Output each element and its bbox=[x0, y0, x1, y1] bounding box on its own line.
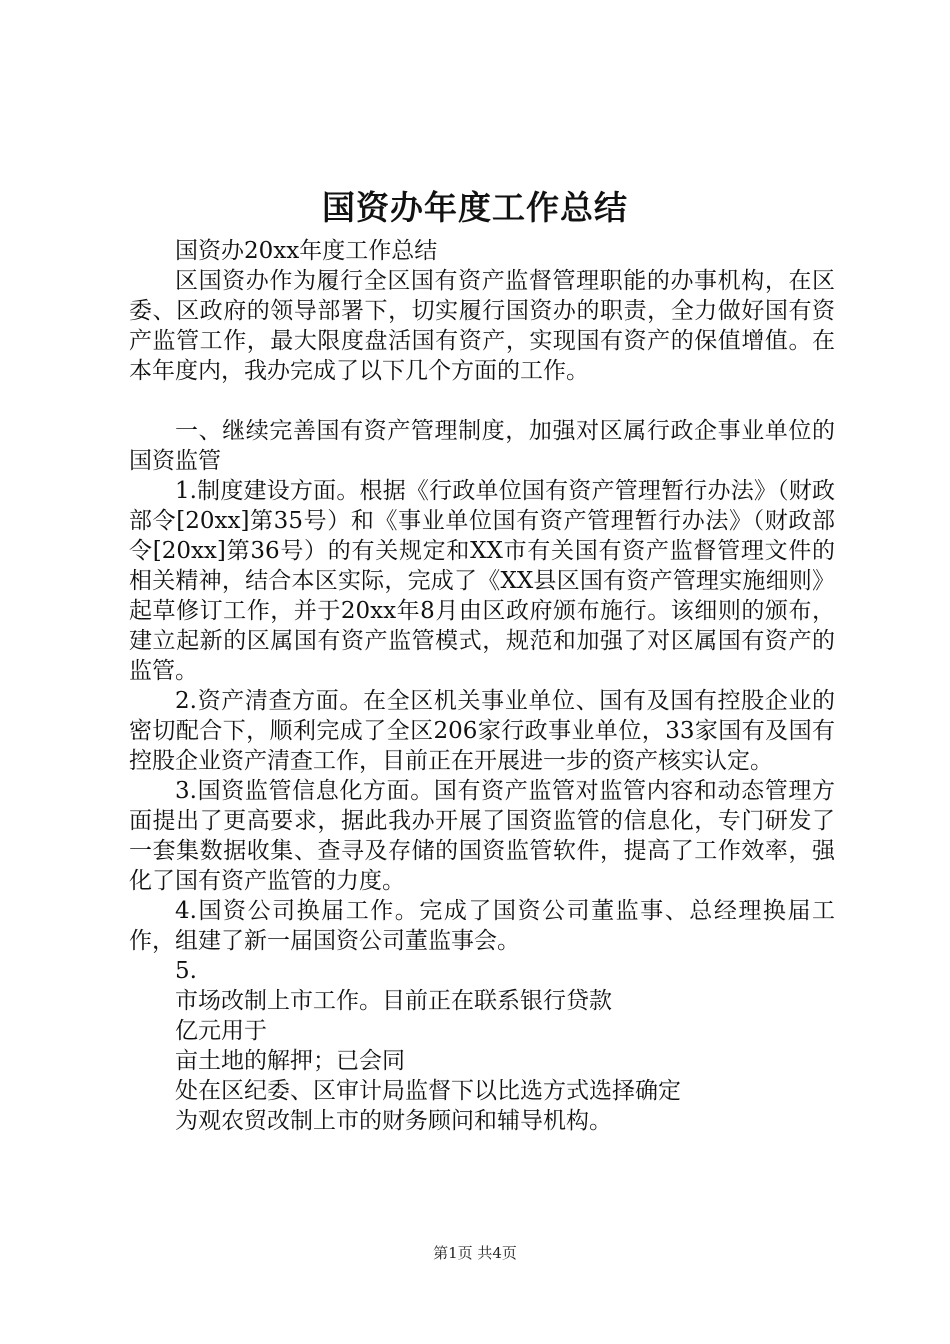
subtitle-paragraph: 国资办20xx年度工作总结 bbox=[175, 238, 438, 264]
item-1-paragraph: 1.制度建设方面。根据《行政单位国有资产管理暂行办法》（财政部令[20xx]第35号）和《事业单位国有资产管理暂行办法》（财政部令[20xx]第36号）的有关规定和XX市有关国有资产监督管理文件的相关精神，结合本区实际，完成了《XX县区国有资产管理实施细则》起草修订工作，并于20xx年8月由区政府颁布施行。该细则的颁布，建立起新的区属国有资产监管模式，规范和加强了对区属国有资产的监管。 bbox=[129, 478, 835, 684]
item-3-paragraph: 3.国资监管信息化方面。国有资产监管对监管内容和动态管理方面提出了更高要求，据此我办开展了国资监管的信息化，专门研发了一套集数据收集、查寻及存储的国资监管软件，提高了工作效率，强化了国有资产监管的力度。 bbox=[129, 778, 835, 894]
document-title: 国资办年度工作总结 bbox=[322, 188, 628, 227]
item-5-line: 亿元用于 bbox=[175, 1018, 267, 1044]
item-5-line: 亩土地的解押；已会同 bbox=[175, 1048, 405, 1074]
item-5-line: 5. bbox=[175, 958, 197, 984]
item-5-line: 市场改制上市工作。目前正在联系银行贷款 bbox=[175, 988, 612, 1014]
item-5-line: 为观农贸改制上市的财务顾问和辅导机构。 bbox=[175, 1108, 612, 1134]
section-heading: 一、继续完善国有资产管理制度，加强对区属行政企事业单位的国资监管 bbox=[129, 418, 835, 474]
page-footer: 第1页 共4页 bbox=[433, 1244, 517, 1262]
item-2-paragraph: 2.资产清查方面。在全区机关事业单位、国有及国有控股企业的密切配合下，顺利完成了全区206家行政事业单位，33家国有及国有控股企业资产清查工作，目前正在开展进一步的资产核实认定。 bbox=[129, 688, 835, 774]
item-5-line: 处在区纪委、区审计局监督下以比选方式选择确定 bbox=[175, 1078, 681, 1104]
intro-paragraph: 区国资办作为履行全区国有资产监督管理职能的办事机构，在区委、区政府的领导部署下，切实履行国资办的职责，全力做好国有资产监管工作，最大限度盘活国有资产，实现国有资产的保值增值。在本年度内，我办完成了以下几个方面的工作。 bbox=[129, 268, 835, 384]
item-4-paragraph: 4.国资公司换届工作。完成了国资公司董监事、总经理换届工作，组建了新一届国资公司董监事会。 bbox=[129, 898, 835, 954]
document-body bbox=[129, 236, 835, 1136]
